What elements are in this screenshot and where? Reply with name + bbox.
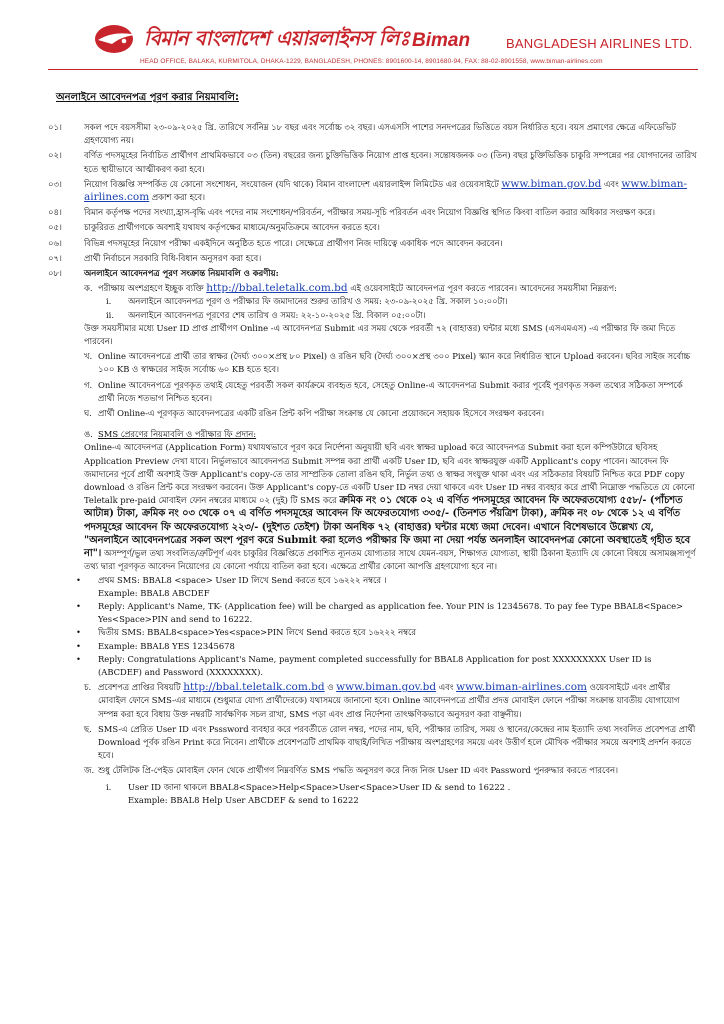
sub-text-part: পরীক্ষায় অংশগ্রহণে ইচ্ছুক ব্যক্তি (98, 283, 204, 294)
brand-name-bangla: বিমান বাংলাদেশ এয়ারলাইনস লিঃ (144, 26, 410, 50)
item-text: বর্ণিত পদসমূহের নির্বাচিত প্রার্থীগণ প্রাথমিকভাবে ০৩ (তিন) বছরের জন্য চুক্তিভিত্তিক নিয়োগ প্রাপ্ত হবেন। সন্তোষজনক ০৩ (তিন) বছর চুক্তিভিত্তিক চাকুরি সম্পন্নের পর যোগদানের তারিখ হতে স্থায়ীভাবে আত্মীকরণ করা হবে। (84, 150, 697, 174)
sub-label: ঙ. (84, 429, 93, 440)
deadline-text: অনলাইনে আবেদনপত্র পূরণ ও পরীক্ষার ফি জমাদানের শুরুর তারিখ ও সময়: ২৩-০৯-২০২৫ খ্রি. সকাল ১০:০০টা। (128, 296, 508, 307)
sub-item-ca (84, 681, 698, 721)
list-item (48, 237, 698, 250)
bullet-icon: • (76, 653, 81, 664)
sub-text (98, 282, 698, 295)
roman-label: ii. (106, 309, 115, 320)
list-item (48, 221, 698, 234)
example-text: Example: BBAL8 ABCDEF (98, 587, 210, 598)
header-divider (48, 69, 698, 70)
bullet-item (76, 574, 698, 587)
item-text (84, 178, 698, 204)
bullet-text: প্রথম SMS: BBAL8 <space> User ID লিখে Send করতে হবে ১৬২২২ নম্বরে । (98, 574, 387, 585)
item-text-part: এবং (604, 178, 619, 189)
teletalk-link[interactable]: http://bbal.teletalk.com.bd (183, 681, 325, 694)
sub-label: জ. (84, 765, 95, 776)
item-number: ০৩। (48, 178, 62, 189)
paragraph-text: Online-এ আবেদনপত্র (Application Form) যথাযথভাবে পূরণ করে নির্দেশনা অনুযায়ী ছবি এবং স্বাক্ষর upload করে আবেদনপত্র Submit করা হলে কম্পিউটারে ছবিসহ Application Preview দেখা যাবে। নির্ভুলভাবে আবেদনপত্র Submit সম্পন্ন করা প্রার্থী একটি User ID, ছবি এবং স্বাক্ষরযুক্ত একটি Applicant's copy পাবেন। আবেদন ফি জমাদানের পূর্বে প্রার্থী অবশ্যই উক্ত Applicant's copy-তে তার সাম্প্রতিক তোলা রঙিন ছবি, নির্ভুল তথ্য ও স্বাক্ষর সংযুক্ত থাকা এবং এর সঠিকতার বিষয়টি নিশ্চিত করে PDF copy download ও রঙিন প্রিন্ট করে সংরক্ষণ করবেন। উক্ত Applicant's copy-তে একটি User ID নম্বর দেয়া থাকবে এবং User ID নম্বর ব্যবহার করে প্রার্থী নিম্নোক্ত পদ্ধতিতে যে কোনো Teletalk pre-paid মোবাইল ফোন নম্বরের মাধ্যমে ০২ (দুই) টি SMS করে (84, 442, 695, 506)
biman-logo-icon (92, 22, 140, 56)
list-item (48, 206, 698, 219)
sub-text-part: ও (327, 682, 334, 693)
sub-label: ঘ. (84, 408, 92, 419)
biman-airlines-link[interactable]: www.biman-airlines.com (84, 177, 688, 204)
sub-label: ছ. (84, 723, 92, 734)
bullet-icon: • (76, 574, 81, 585)
sms-fee-paragraph (84, 441, 698, 573)
deadline-text: অনলাইনে আবেদনপত্র পূরণের শেষ তারিখ ও সময়: ২২-১০-২০২৫ খ্রি. বিকাল ০৫:০০টা। (128, 309, 426, 320)
recovery-text: User ID জানা থাকলে BBAL8<Space>Help<Space>User<Space>User ID & send to 16222 . (128, 781, 511, 792)
sub-label: চ. (84, 682, 92, 693)
sub-text: প্রার্থী Online-এ পূরণকৃত আবেদনপত্রের একটি রঙিন প্রিন্ট কপি পরীক্ষা সংক্রান্ত যে কোনো প্রয়োজনে সহায়ক হিসেবে সংরক্ষণ করবেন। (98, 408, 545, 419)
sub-heading: SMS প্রেরণের নিয়মাবলি ও পরীক্ষার ফি প্রদান: (98, 429, 257, 440)
fee-bold-text: ক্রমিক নং ০১ থেকে ০২ এ বর্ণিত পদসমূহের আবেদন ফি অফেরতযোগ্য ৫৫৮/- (পাঁচশত আটান্ন) টাকা, ক্রমিক নং ০৩ থেকে ০৭ এ বর্ণিত পদসমূহের আবেদন ফি অফেরতযোগ্য ৩৩৫/- (তিনশত পঁয়ত্রিশ টাকা), ক্রমিক নং ০৮ থেকে ১২ এ বর্ণিত পদসমূহের আবেদন ফি অফেরতযোগ্য ২২৩/- (দুইশত তেইশ) টাকা অনধিক ৭২ (বাহাত্তর) ঘন্টার মধ্যে জমা দেবেন। এখানে বিশেষভাবে উল্লেখ্য যে, "অনলাইনে আবেদনপত্রের সকল অংশ পূরণ করে Submit করা হলেও পরীক্ষার ফি জমা না দেয়া পর্যন্ত অনলাইন আবেদনপত্র কোনো অবস্থাতেই গৃহীত হবে না"। (84, 495, 691, 560)
rules-list (48, 121, 698, 807)
item-number: ০২। (48, 150, 62, 161)
sub-text: শুধু টেলিটক প্রি-পেইড মোবাইল ফোন থেকে প্রার্থীগণ নিম্নবর্ণিত SMS পদ্ধতি অনুসরণ করে নিজ নিজ User ID এবং Password পুনরুদ্ধার করতে পারবেন। (98, 765, 619, 776)
sub-item-ga (84, 379, 698, 405)
paragraph-text: অসম্পূর্ণ/ভুল তথ্য সংবলিত/ত্রুটিপূর্ণ এবং চাকুরির বিজ্ঞপ্তিতে প্রকাশিত ন্যূনতম যোগ্যতার সাথে যেমন-বয়স, শিক্ষাগত যোগ্যতা, স্থায়ী ঠিকানা ইত্যাদি যে কোনো বিষয়ে অসামঞ্জস্যপূর্ণ তথ্য দ্বারা পূরণকৃত আবেদন নিয়োগের যে কোনো পর্যায়ে বাতিল করা হবে। এক্ষেত্রে প্রার্থীর কোনো আপত্তি গ্রহণযোগ্য হবে না। (84, 548, 696, 572)
bullet-item (76, 600, 698, 626)
sub-item-gha (84, 407, 698, 420)
bullet-text: Reply: Congratulations Applicant's Name, payment completed successfully for BBAL8 Application for post XXXXXXXXX User ID is (ABCDEF) and Password (XXXXXXXX). (98, 653, 652, 677)
item-number: ০৪। (48, 207, 62, 218)
item-text: সকল পদে বয়সসীমা ২৩-০৯-২০২৫ খ্রি. তারিখে সর্বনিম্ন ১৮ বছর এবং সর্বোচ্চ ৩২ বছর। এসএসসি পাশের সনদপত্রের ভিত্তিতে বয়স নির্ধারিত হবে। বয়স প্রমাণের ক্ষেত্রে এফিডেভিট গ্রহণযোগ্য নয়। (84, 122, 676, 146)
item-text: চাকুরিরত প্রার্থীগণকে অবশ্যই যথাযথ কর্তৃপক্ষের মাধ্যমে/অনুমতিক্রমে আবেদন করতে হবে। (84, 222, 380, 233)
brand-name-english-sub: BANGLADESH AIRLINES LTD. (506, 36, 693, 51)
recovery-step (106, 781, 698, 794)
sub-text: SMS-এ প্রেরিত User ID এবং Psssword ব্যবহার করে পরবর্তীতে রোল নম্বর, পদের নাম, ছবি, পরীক্ষার তারিখ, সময় ও স্থানের/কেন্দ্রের নাম ইত্যাদি তথ্য সংবলিত প্রবেশপত্র প্রার্থী Download পূর্বক রঙিন Print করে নিবেন। প্রার্থীকে প্রবেশপত্রটি প্রাথমিক বাছাই/লিখিত পরীক্ষায় অংশগ্রহণের সময়ে এবং উত্তীর্ণ হলে মৌখিক পরীক্ষার সময়ে অবশ্যই প্রদর্শন করতে হবে। (98, 723, 696, 761)
bullet-icon: • (76, 600, 81, 611)
item-text: প্রার্থী নির্বাচনে সরকারি বিধি-বিধান অনুসরণ করা হবে। (84, 252, 262, 263)
sub-text: Online আবেদনপত্রে প্রার্থী তার স্বাক্ষর (দৈর্ঘ্য ৩০০×প্রস্থ ৮০ Pixel) ও রঙিন ছবি (দৈর্ঘ্য ৩০০×প্রস্থ ৩০০ Pixel) স্ক্যান করে নির্ধারিত স্থানে Upload করবেন। ছবির সাইজ সর্বোচ্চ ১০০ KB ও স্বাক্ষরের সাইজ সর্বোচ্চ ৬০ KB হতে হবে। (98, 351, 691, 375)
item-number: ০৭। (48, 252, 62, 263)
bullet-item (76, 626, 698, 639)
roman-label: i. (106, 296, 112, 307)
brand-name-english: Biman (412, 30, 471, 51)
bullet-text: দ্বিতীয় SMS: BBAL8<space>Yes<space>PIN লিখে Send করতে হবে ১৬২২২ নম্বরে (98, 627, 417, 638)
bullet-icon: • (76, 627, 81, 638)
list-item (48, 178, 698, 204)
page-title: অনলাইনে আবেদনপত্র পূরণ করার নিয়মাবলি: (56, 92, 239, 103)
fee-window-note: উক্ত সময়সীমার মধ্যে User ID প্রাপ্ত প্রার্থীগণ Online -এ আবেদনপত্র Submit এর সময় থেকে পরবর্তী ৭২ (বাহাত্তর) ঘন্টার মধ্যে SMS (এসএমএস) -এ পরীক্ষার ফি জমা দিতে পারবেন। (84, 322, 676, 347)
bullet-item (76, 640, 698, 653)
item-text: বিভিন্ন পদসমূহের নিয়োগ পরীক্ষা একইদিনে অনুষ্ঠিত হতে পারে। সেক্ষেত্রে প্রার্থীগণ নিজ দায়িত্বে একাধিক পদে আবেদন করবেন। (84, 237, 503, 248)
bullet-text: Reply: Applicant's Name, TK- (Application fee) will be charged as application fee. Your PIN is 12345678. To pay fee Type BBAL8<Space> Yes<Space>PIN and send to 16222. (98, 600, 684, 625)
item-heading: অনলাইনে আবেদনপত্র পূরণ সংক্রান্ত নিয়মাবলি ও করণীয়: (84, 268, 279, 279)
sub-text: Online আবেদনপত্রে পূরণকৃত তথ্যই যেহেতু পরবর্তী সকল কার্যক্রমে ব্যবহৃত হবে, সেহেতু Online-এ আবেদনপত্র Submit করার পূর্বেই পূরণকৃত সকল তথ্যের সঠিকতা সম্পর্কে প্রার্থী নিজে শতভাগ নিশ্চিত হবেন। (98, 379, 683, 403)
item-number: ০৫। (48, 222, 62, 233)
sub-item-ka (84, 282, 698, 295)
item-number: ০১। (48, 122, 62, 132)
sub-item-uo (84, 428, 698, 441)
sub-label: ক. (84, 283, 93, 294)
sub-item-ja (84, 764, 698, 777)
bullet-text: Example: BBAL8 YES 12345678 (98, 640, 235, 651)
teletalk-link[interactable]: http://bbal.teletalk.com.bd (206, 282, 348, 295)
sub-label: গ. (84, 379, 93, 390)
item-number: ০৮। (48, 268, 62, 279)
list-item (48, 267, 698, 280)
item-number: ০৬। (48, 237, 62, 248)
sub-label: খ. (84, 351, 93, 362)
list-item (48, 121, 698, 147)
letterhead (48, 0, 698, 72)
sub-item-kha (84, 350, 698, 376)
biman-gov-link[interactable]: www.biman.gov.bd (501, 177, 602, 190)
deadline-start (106, 295, 698, 308)
biman-airlines-link[interactable]: www.biman-airlines.com (456, 681, 587, 694)
list-item (48, 252, 698, 265)
deadline-end (106, 309, 698, 322)
bullet-icon: • (76, 640, 81, 651)
roman-label: i. (106, 781, 112, 792)
sub-text-part: প্রবেশপত্র প্রাপ্তির বিষয়টি (98, 682, 181, 693)
sub-text (98, 681, 698, 721)
biman-gov-link[interactable]: www.biman.gov.bd (336, 681, 437, 694)
sub-item-cha (84, 723, 698, 763)
head-office-address: HEAD OFFICE, BALAKA, KURMITOLA, DHAKA-1229, BANGLADESH, PHONES: 8901600-14, 8901680-94, FAX: 88-02-8901558, www.biman-airlines.com (140, 58, 603, 65)
item-text: বিমান কর্তৃপক্ষ পদের সংখ্যা,হ্রাস-বৃদ্ধি এবং পদের নাম সংশোধন/পরিবর্তন, পরীক্ষার সময়-সূচি পরিবর্তন এবং নিয়োগ বিজ্ঞপ্তি স্থগিত কিংবা বাতিল করার অধিকার সংরক্ষণ করে। (84, 207, 655, 218)
sub-text-part: এবং (438, 682, 454, 693)
bullet-item (76, 653, 698, 679)
sub-text-part: ওয়েবসাইটে এবং প্রার্থীর মোবাইল ফোনে SMS-এর মাধ্যমে (শুধুমাত্র যোগ্য প্রার্থীদেরকে) যথাসময়ে জানানো হবে। Online আবেদনপত্রে প্রার্থীর প্রদত্ত মোবাইল ফোনে পরীক্ষা সংক্রান্ত যাবতীয় যোগাযোগ সম্পন্ন করা হবে বিধায় উক্ত নম্বরটি সার্বক্ষণিক সচল রাখা, SMS পড়া এবং প্রাপ্ত নির্দেশনা তাৎক্ষণিকভাবে অনুসরণ করা বাঞ্ছনীয়। (98, 682, 680, 719)
item-text-part: নিয়োগ বিজ্ঞপ্তি সম্পর্কিত যে কোনো সংশোধন, সংযোজন (যদি থাকে) বিমান বাংলাদেশ এয়ারলাইন্স লিমিটেড এর ওয়েবসাইটে (84, 178, 499, 189)
list-item (48, 149, 698, 175)
item-text-part: প্রকাশ করা হবে। (151, 192, 206, 203)
sub-text-part: এই ওয়েবসাইটে আবেদনপত্র পূরণ করতে পারবেন। আবেদনের সময়সীমা নিম্নরূপ: (350, 283, 617, 294)
example-text: Example: BBAL8 Help User ABCDEF & send to 16222 (128, 794, 359, 805)
